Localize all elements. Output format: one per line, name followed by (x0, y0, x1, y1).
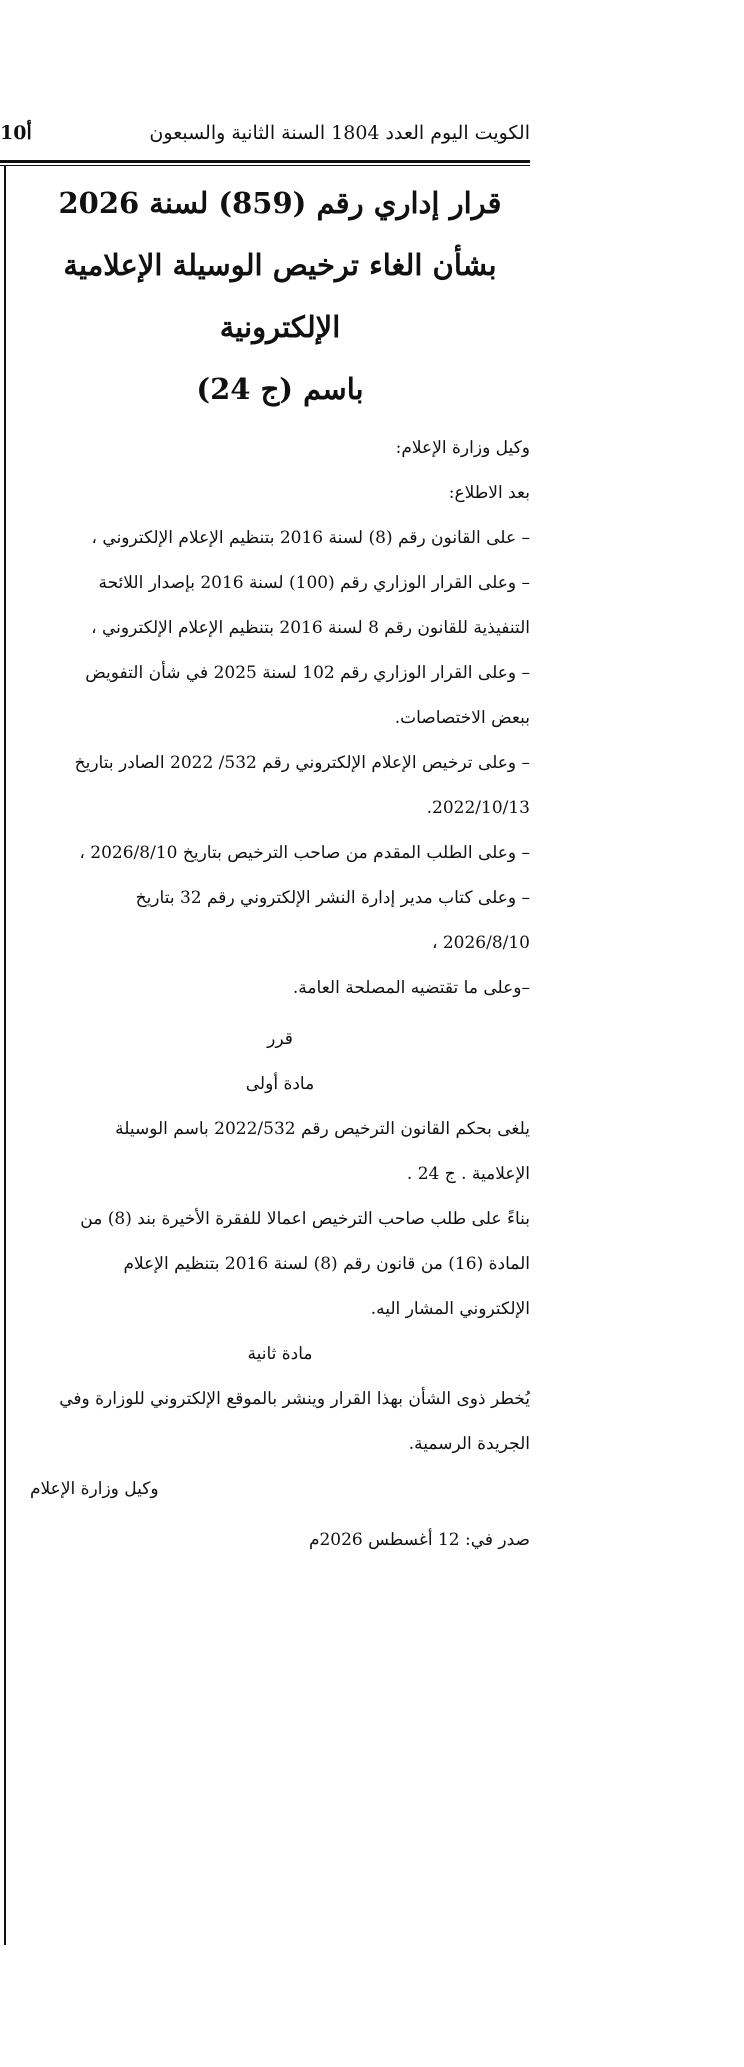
running-title: الكويت اليوم العدد 1804 السنة الثانية والسبعون (149, 122, 530, 144)
recital-6-line-2: 2026/8/10 ، (431, 933, 530, 953)
recital-6-line-1: – وعلى كتاب مدير إدارة النشر الإلكتروني رقم 32 بتاريخ (135, 888, 530, 908)
decree-subject: بشأن الغاء ترخيص الوسيلة الإعلامية الإلكترونية (63, 248, 497, 344)
article-1-line-2: الإعلامية . ج 24 . (406, 1164, 530, 1184)
article-2-line-2: الجريدة الرسمية. (408, 1434, 530, 1454)
page-number: أ10 (0, 122, 32, 144)
decree-subject-name: باسم (ج 24) (196, 372, 364, 406)
decree-title: قرار إداري رقم (859) لسنة 2026 (58, 186, 502, 220)
recital-7: –وعلى ما تقتضيه المصلحة العامة. (292, 978, 530, 998)
decree-content (30, 172, 530, 1563)
recital-3-line-1: – وعلى القرار الوزاري رقم 102 لسنة 2025 في شأن التفويض (85, 663, 530, 683)
header-rule-thick (0, 160, 530, 163)
issuer-line: وكيل وزارة الإعلام: (395, 438, 530, 458)
recital-3-line-2: ببعض الاختصاصات. (394, 708, 530, 728)
recital-4-line-2: 2022/10/13. (426, 798, 530, 818)
article-1-line-1: يلغى بحكم القانون الترخيص رقم 2022/532 باسم الوسيلة (115, 1119, 530, 1139)
article-2-line-1: يُخطر ذوى الشأن بهذا القرار وينشر بالموقع الإلكتروني للوزارة وفي (59, 1389, 530, 1409)
decided-heading: قرر (267, 1029, 293, 1049)
recital-1: – على القانون رقم (8) لسنة 2016 بتنظيم الإعلام الإلكتروني ، (91, 528, 530, 548)
article-1-line-5: الإلكتروني المشار اليه. (370, 1299, 530, 1319)
recital-4-line-1: – وعلى ترخيص الإعلام الإلكتروني رقم 532/ 2022 الصادر بتاريخ (74, 753, 530, 773)
column-rule (4, 165, 6, 1945)
signature: وكيل وزارة الإعلام (30, 1479, 159, 1499)
after-review-line: بعد الاطلاع: (448, 483, 530, 503)
recital-2-line-1: – وعلى القرار الوزاري رقم (100) لسنة 2016 بإصدار اللائحة (98, 573, 530, 593)
article-1-line-4: المادة (16) من قانون رقم (8) لسنة 2016 بتنظيم الإعلام (123, 1254, 530, 1274)
article-2-heading: مادة ثانية (247, 1344, 313, 1364)
article-1-heading: مادة أولى (245, 1074, 315, 1094)
recital-5: – وعلى الطلب المقدم من صاحب الترخيص بتاريخ 2026/8/10 ، (79, 843, 530, 863)
running-header (0, 118, 530, 158)
article-1-line-3: بناءً على طلب صاحب الترخيص اعمالا للفقرة الأخيرة بند (8) من (80, 1209, 530, 1229)
recital-2-line-2: التنفيذية للقانون رقم 8 لسنة 2016 بتنظيم الإعلام الإلكتروني ، (91, 618, 530, 638)
issued-date: صدر في: 12 أغسطس 2026م (308, 1530, 530, 1550)
header-rule-thin (0, 165, 530, 166)
